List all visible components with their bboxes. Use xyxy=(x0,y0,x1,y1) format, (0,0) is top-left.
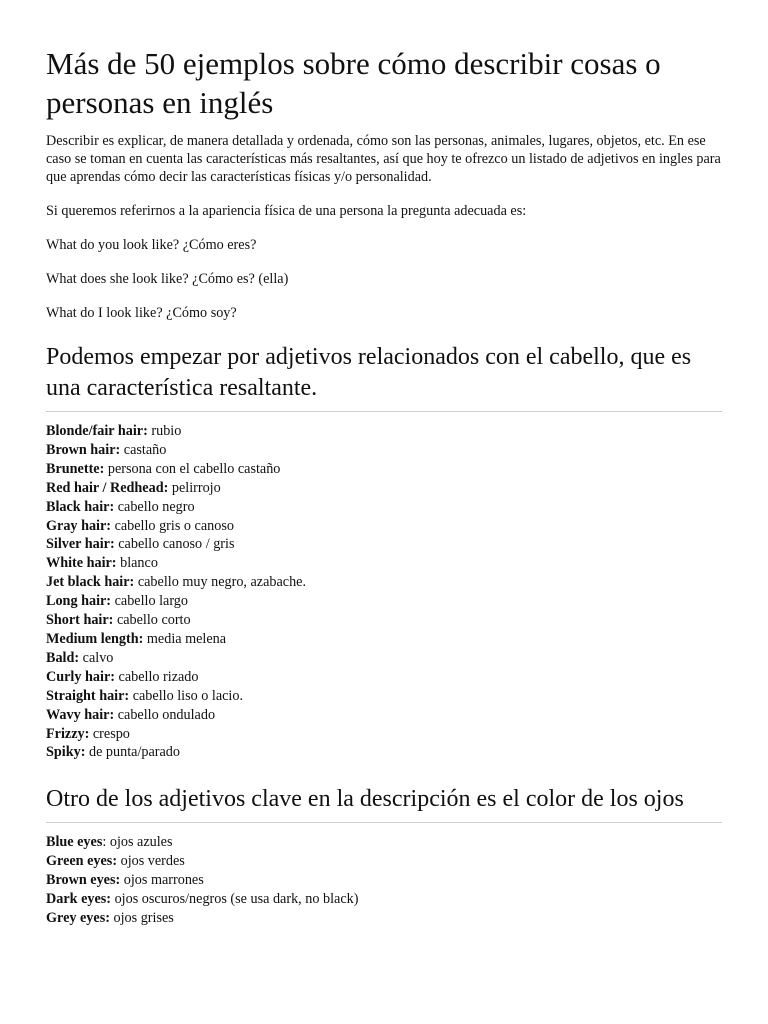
meaning: persona con el cabello castaño xyxy=(104,460,281,477)
list-item xyxy=(46,687,722,706)
meaning: cabello canoso / gris xyxy=(114,536,235,553)
meaning: media melena xyxy=(143,630,227,647)
term: Frizzy: xyxy=(46,725,90,742)
question-1: What do you look like? ¿Cómo eres? xyxy=(46,237,257,253)
list-item xyxy=(46,706,722,725)
question-3: What do I look like? ¿Cómo soy? xyxy=(46,305,237,321)
list-item xyxy=(46,573,722,592)
list-item xyxy=(46,649,722,668)
term: Dark eyes: xyxy=(46,891,112,908)
hair-section-divider xyxy=(46,411,722,412)
meaning: cabello largo xyxy=(111,593,188,610)
meaning: pelirrojo xyxy=(168,479,221,496)
term: Black hair: xyxy=(46,498,115,515)
hair-section-heading: Podemos empezar por adjetivos relacionados con el cabello, que es una característica resaltante. xyxy=(46,344,692,401)
meaning: cabello gris o canoso xyxy=(111,517,234,534)
term: Blonde/fair hair: xyxy=(46,423,148,439)
meaning: de punta/parado xyxy=(85,744,180,761)
term: Straight hair: xyxy=(46,687,130,704)
term: Brown hair: xyxy=(46,441,121,458)
meaning: cabello corto xyxy=(113,612,191,629)
list-item xyxy=(46,630,722,649)
list-item xyxy=(46,592,722,611)
list-item xyxy=(46,743,722,762)
meaning: rubio xyxy=(147,423,182,439)
list-item xyxy=(46,554,722,573)
term: White hair: xyxy=(46,555,117,572)
term: Wavy hair: xyxy=(46,706,115,723)
hair-adjective-list xyxy=(46,422,722,762)
list-item xyxy=(46,909,722,928)
term: Short hair: xyxy=(46,612,114,629)
term: Brown eyes: xyxy=(46,872,121,889)
term: Grey eyes: xyxy=(46,909,110,926)
meaning: cabello negro xyxy=(114,498,195,515)
meaning: ojos oscuros/negros (se usa dark, no black) xyxy=(111,891,359,908)
meaning: ojos marrones xyxy=(120,872,204,889)
intro-paragraph: Describir es explicar, de manera detallada y ordenada, cómo son las personas, animales, lugares, objetos, etc. En ese caso se toman en cuenta las características más resaltantes, así que hoy te ofrezco un listado de adjetivos en ingles para que aprendas cómo decir las características físicas y/o personalidad. xyxy=(46,133,721,185)
list-item xyxy=(46,460,722,479)
meaning: castaño xyxy=(120,441,167,458)
question-2: What does she look like? ¿Cómo es? (ella) xyxy=(46,271,289,287)
list-item xyxy=(46,517,722,536)
term: Long hair: xyxy=(46,593,112,610)
meaning: blanco xyxy=(116,555,158,572)
list-item xyxy=(46,871,722,890)
list-item xyxy=(46,498,722,517)
meaning: cabello rizado xyxy=(114,668,199,685)
meaning: : ojos azules xyxy=(102,834,173,851)
eye-adjective-list xyxy=(46,833,722,928)
meaning: cabello liso o lacio. xyxy=(129,687,244,704)
term: Green eyes: xyxy=(46,853,118,870)
list-item xyxy=(46,833,722,852)
eyes-section-heading: Otro de los adjetivos clave en la descripción es el color de los ojos xyxy=(46,786,684,813)
list-item xyxy=(46,890,722,909)
eyes-section-divider xyxy=(46,822,722,823)
list-item xyxy=(46,725,722,744)
term: Silver hair: xyxy=(46,536,115,553)
meaning: ojos grises xyxy=(109,909,174,926)
list-item xyxy=(46,422,722,441)
term: Spiky: xyxy=(46,744,86,761)
list-item xyxy=(46,668,722,687)
list-item xyxy=(46,479,722,498)
page-title: Más de 50 ejemplos sobre cómo describir cosas o personas en inglés xyxy=(46,46,661,120)
term: Jet black hair: xyxy=(46,574,135,591)
term: Blue eyes xyxy=(46,834,103,851)
meaning: crespo xyxy=(89,725,130,742)
question-intro: Si queremos referirnos a la apariencia física de una persona la pregunta adecuada es: xyxy=(46,203,527,219)
term: Red hair / Redhead: xyxy=(46,479,169,496)
term: Bald: xyxy=(46,649,80,666)
meaning: cabello ondulado xyxy=(114,706,216,723)
meaning: ojos verdes xyxy=(117,853,185,870)
term: Brunette: xyxy=(46,460,105,477)
list-item xyxy=(46,535,722,554)
meaning: cabello muy negro, azabache. xyxy=(134,574,307,591)
list-item xyxy=(46,441,722,460)
term: Medium length: xyxy=(46,630,144,647)
list-item xyxy=(46,852,722,871)
list-item xyxy=(46,611,722,630)
term: Gray hair: xyxy=(46,517,112,534)
meaning: calvo xyxy=(79,649,114,666)
term: Curly hair: xyxy=(46,668,115,685)
